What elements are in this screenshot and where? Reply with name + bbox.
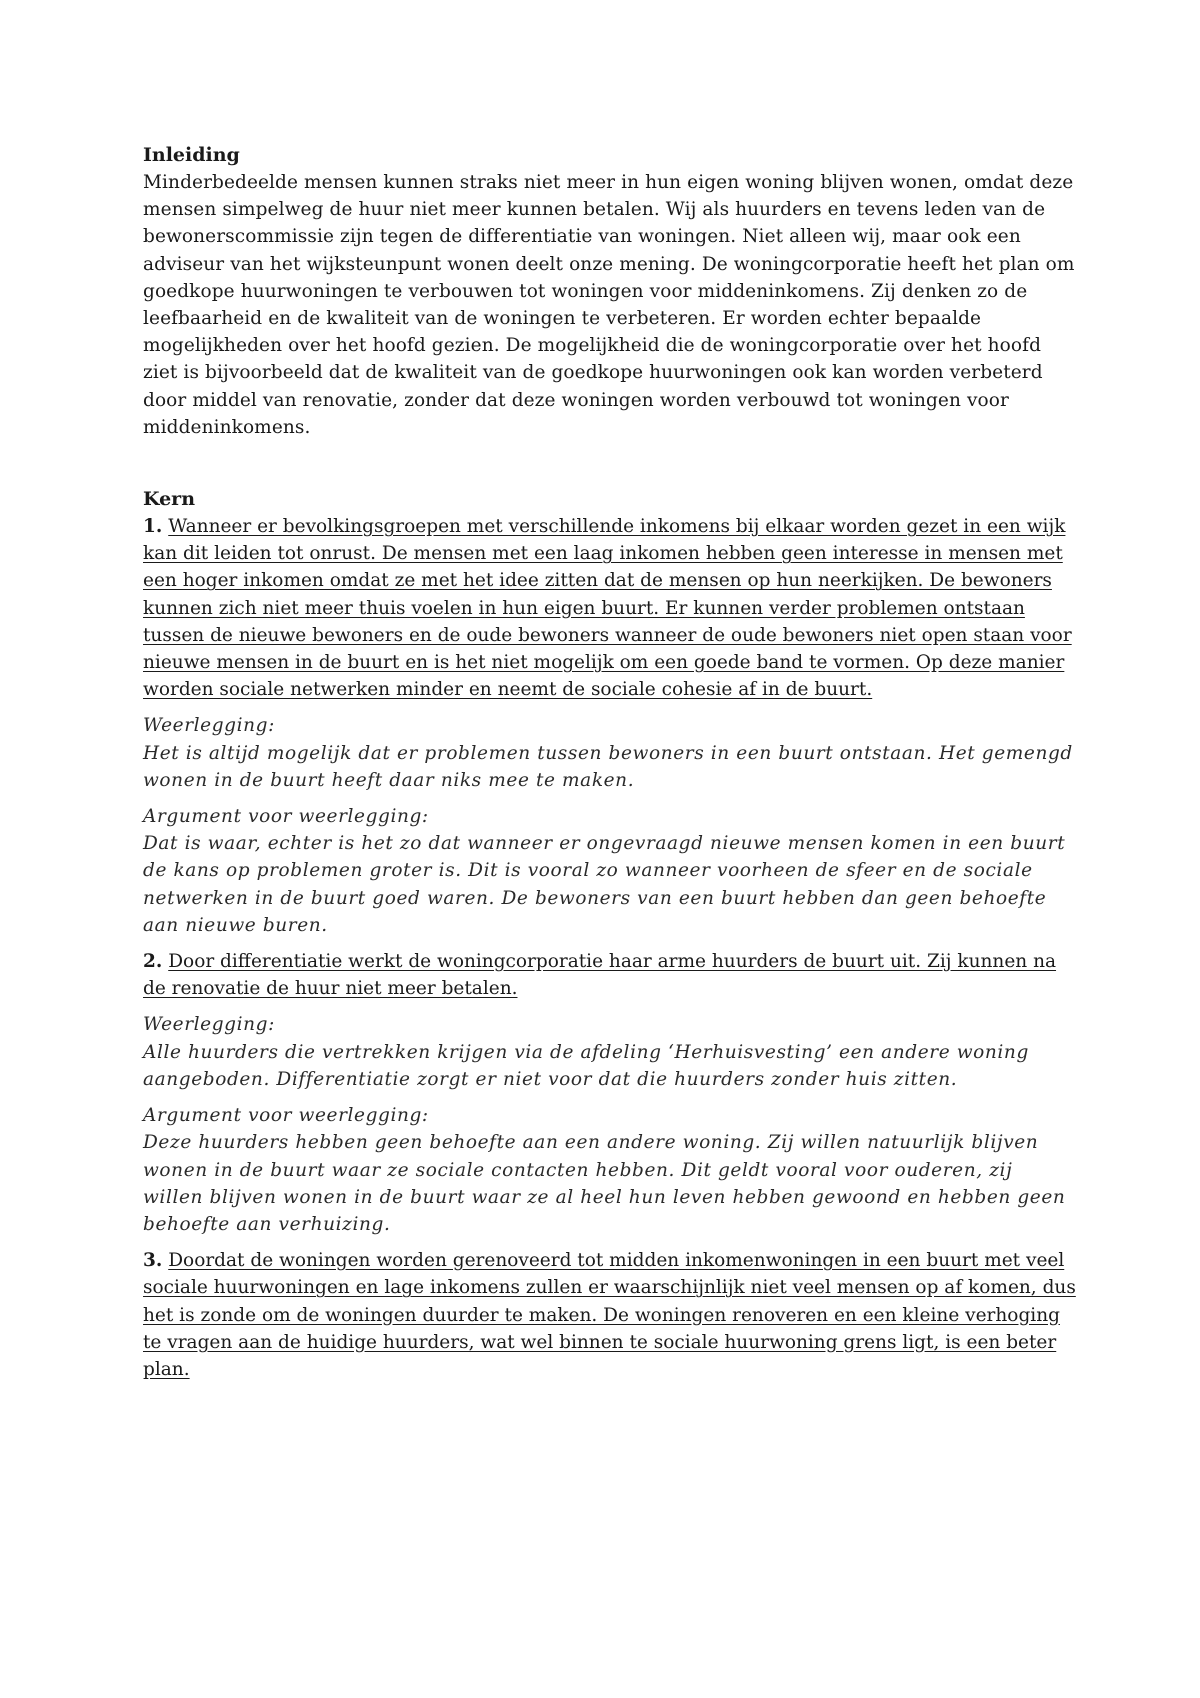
argument-number: 3. [143, 1250, 163, 1272]
argument-text: Door differentiatie werkt de woningcorporatie haar arme huurders de buurt uit. Zij kunnen na de renovatie de huur niet meer betalen. [143, 951, 1057, 1000]
argument-number: 2. [143, 951, 163, 973]
kern-heading: Kern [143, 488, 196, 511]
rebuttal-text: Het is altijd mogelijk dat er problemen tussen bewoners in een buurt ontstaan. Het gemengd wonen in de buurt heeft daar niks mee te maken. [143, 742, 1073, 791]
rebuttal-label: Weerlegging: [143, 715, 275, 737]
counter-label: Argument voor weerlegging: [143, 1105, 429, 1127]
intro-heading: Inleiding [143, 144, 240, 166]
argument-text: Doordat de woningen worden gerenoveerd tot midden inkomenwoningen in een buurt met veel sociale huurwoningen en lage inkomens zullen er waarschijnlijk niet veel mensen op af komen, dus het is zonde om de woningen duurder te maken. De woningen renoveren en een kleine verhoging te vragen aan de huidige huurders, wat wel binnen te sociale huurwoning grens ligt, is een beter plan. [143, 1250, 1076, 1380]
argument-3 [143, 1247, 1078, 1383]
counter-text: Dat is waar, echter is het zo dat wanneer er ongevraagd nieuwe mensen komen in een buurt de kans op problemen groter is. Dit is vooral zo wanneer voorheen de sfeer en de sociale netwerken in de buurt goed waren. De bewoners van een buurt hebben dan geen behoefte aan nieuwe buren. [143, 833, 1066, 936]
argument-2 [143, 948, 1078, 1002]
argument-text: Wanneer er bevolkingsgroepen met verschillende inkomens bij elkaar worden gezet in een wijk kan dit leiden tot onrust. De mensen met een laag inkomen hebben geen interesse in mensen met een hoger inkomen omdat ze met het idee zitten dat de mensen op hun neerkijken. De bewoners kunnen zich niet meer thuis voelen in hun eigen buurt. Er kunnen verder problemen ontstaan tussen de nieuwe bewoners en de oude bewoners wanneer de oude bewoners niet open staan voor nieuwe mensen in de buurt en is het niet mogelijk om een goede band te vormen. Op deze manier worden sociale netwerken minder en neemt de sociale cohesie af in de buurt. [143, 516, 1072, 701]
document-page [143, 142, 1078, 1383]
counter-text: Deze huurders hebben geen behoefte aan een andere woning. Zij willen natuurlijk blijven wonen in de buurt waar ze sociale contacten hebben. Dit geldt vooral voor ouderen, zij willen blijven wonen in de buurt waar ze al heel hun leven hebben gewoond en hebben geen behoefte aan verhuizing. [143, 1132, 1066, 1235]
rebuttal-text: Alle huurders die vertrekken krijgen via de afdeling ‘Herhuisvesting’ een andere woning aangeboden. Differentiatie zorgt er niet voor dat die huurders zonder huis zitten. [143, 1041, 1029, 1090]
argument-1 [143, 513, 1078, 703]
section-spacer [143, 441, 1078, 486]
argument-number: 1. [143, 516, 163, 538]
rebuttal-label: Weerlegging: [143, 1014, 275, 1036]
counter-label: Argument voor weerlegging: [143, 806, 429, 828]
intro-paragraph: Minderbedeelde mensen kunnen straks niet meer in hun eigen woning blijven wonen, omdat deze mensen simpelweg de huur niet meer kunnen betalen. Wij als huurders en tevens leden van de bewonerscommissie zijn tegen de differentiatie van woningen. Niet alleen wij, maar ook een adviseur van het wijksteunpunt wonen deelt onze mening. De woningcorporatie heeft het plan om goedkope huurwoningen te verbouwen tot woningen voor middeninkomens. Zij denken zo de leefbaarheid en de kwaliteit van de woningen te verbeteren. Er worden echter bepaalde mogelijkheden over het hoofd gezien. De mogelijkheid die de woningcorporatie over het hoofd ziet is bijvoorbeeld dat de kwaliteit van de goedkope huurwoningen ook kan worden verbeterd door middel van renovatie, zonder dat deze woningen worden verbouwd tot woningen voor middeninkomens. [143, 172, 1075, 438]
